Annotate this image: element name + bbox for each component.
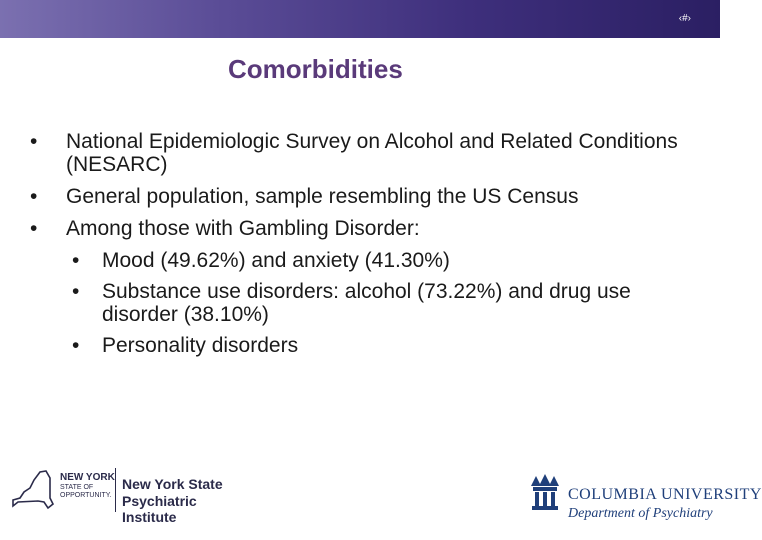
columbia-psychiatry-logo: [524, 468, 762, 526]
slide-number: ‹#›: [678, 13, 691, 24]
slide-title: Comorbidities: [228, 54, 403, 84]
nys-psychiatric-institute-logo: [10, 462, 230, 528]
bullet-item: • General population, sample resembling the US Census: [30, 185, 690, 208]
logo-divider: [115, 468, 116, 512]
sub-bullet-item: • Personality disorders: [30, 334, 690, 357]
columbia-university-wordmark: COLUMBIA UNIVERSITY: [568, 486, 762, 503]
department-label: Department of Psychiatry: [568, 506, 713, 521]
nys-wordmark: NEW YORK: [60, 472, 115, 483]
institute-name-line1: New York State: [122, 476, 223, 492]
institute-name-line2: Psychiatric Institute: [122, 493, 197, 525]
sub-bullet-item: • Mood (49.62%) and anxiety (41.30%): [30, 249, 690, 272]
bullet-item: • Among those with Gambling Disorder:: [30, 217, 690, 240]
bullet-list: [30, 130, 690, 365]
bullet-item: • National Epidemiologic Survey on Alcohol and Related Conditions (NESARC): [30, 130, 690, 176]
new-york-state-map-icon: [10, 468, 56, 518]
nys-tagline: STATE OF OPPORTUNITY.: [60, 484, 112, 499]
sub-bullet-item: • Substance use disorders: alcohol (73.22%) and drug use disorder (38.10%): [30, 280, 690, 326]
crown-icon: [528, 472, 562, 512]
header-bar: [0, 0, 720, 38]
